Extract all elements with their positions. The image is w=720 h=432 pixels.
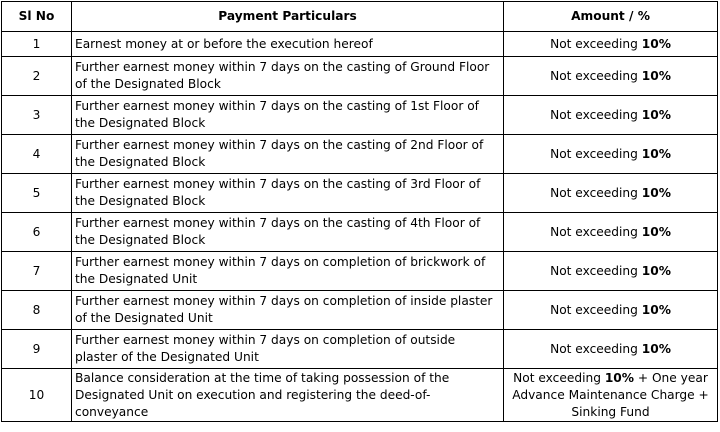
- amount-text: Not exceeding: [550, 263, 642, 278]
- amount-line-1: [507, 370, 714, 387]
- table-row: [2, 57, 718, 96]
- amount-line-3: Sinking Fund: [571, 404, 650, 419]
- row-particulars: Balance consideration at the time of taking possession of the Designated Unit on execution and registering the deed-of-conveyance: [72, 369, 504, 422]
- row-amount: [504, 291, 718, 330]
- header-sl-no: Sl No: [2, 2, 72, 32]
- row-sl-no: 3: [2, 96, 72, 135]
- table-row: [2, 291, 718, 330]
- table-row: [2, 135, 718, 174]
- table-row: [2, 213, 718, 252]
- row-particulars: Further earnest money within 7 days on completion of inside plaster of the Designated Unit: [72, 291, 504, 330]
- amount-text: Not exceeding: [550, 224, 642, 239]
- row-amount: [504, 252, 718, 291]
- row-particulars: Further earnest money within 7 days on completion of outside plaster of the Designated Unit: [72, 330, 504, 369]
- row-particulars: Further earnest money within 7 days on the casting of Ground Floor of the Designated Block: [72, 57, 504, 96]
- amount-text: Not exceeding: [550, 302, 642, 317]
- amount-text: Not exceeding: [550, 146, 642, 161]
- row-particulars: Further earnest money within 7 days on the casting of 4th Floor of the Designated Block: [72, 213, 504, 252]
- amount-text: Not exceeding: [550, 36, 642, 51]
- amount-text: Not exceeding: [550, 68, 642, 83]
- row-sl-no: 5: [2, 174, 72, 213]
- amount-suffix: + One year: [634, 370, 708, 385]
- amount-percent: 10%: [641, 107, 671, 122]
- amount-percent: 10%: [641, 224, 671, 239]
- row-amount: [504, 330, 718, 369]
- header-payment-particulars: Payment Particulars: [72, 2, 504, 32]
- amount-percent: 10%: [641, 185, 671, 200]
- amount-text: Not exceeding: [550, 341, 642, 356]
- row-amount: [504, 213, 718, 252]
- amount-line-2: Advance Maintenance Charge +: [512, 387, 709, 402]
- row-amount: [504, 96, 718, 135]
- amount-percent: 10%: [641, 146, 671, 161]
- row-amount: [504, 369, 718, 422]
- row-sl-no: 10: [2, 369, 72, 422]
- row-particulars: Further earnest money within 7 days on the casting of 2nd Floor of the Designated Block: [72, 135, 504, 174]
- row-amount: [504, 32, 718, 57]
- amount-percent: 10%: [604, 370, 634, 385]
- table-row: [2, 330, 718, 369]
- amount-text: Not exceeding: [550, 107, 642, 122]
- amount-text: Not exceeding: [513, 370, 605, 385]
- amount-percent: 10%: [641, 36, 671, 51]
- table-header-row: [2, 2, 718, 32]
- table-row: [2, 96, 718, 135]
- row-sl-no: 4: [2, 135, 72, 174]
- row-amount: [504, 174, 718, 213]
- table-row: [2, 32, 718, 57]
- row-sl-no: 8: [2, 291, 72, 330]
- row-particulars: Further earnest money within 7 days on the casting of 1st Floor of the Designated Block: [72, 96, 504, 135]
- row-sl-no: 9: [2, 330, 72, 369]
- row-particulars: Earnest money at or before the execution hereof: [72, 32, 504, 57]
- table-row: [2, 174, 718, 213]
- row-particulars: Further earnest money within 7 days on completion of brickwork of the Designated Unit: [72, 252, 504, 291]
- amount-percent: 10%: [641, 263, 671, 278]
- row-sl-no: 6: [2, 213, 72, 252]
- amount-percent: 10%: [641, 302, 671, 317]
- table-row: [2, 252, 718, 291]
- row-amount: [504, 57, 718, 96]
- amount-percent: 10%: [641, 341, 671, 356]
- amount-percent: 10%: [641, 68, 671, 83]
- row-sl-no: 2: [2, 57, 72, 96]
- row-amount: [504, 135, 718, 174]
- amount-text: Not exceeding: [550, 185, 642, 200]
- row-sl-no: 1: [2, 32, 72, 57]
- row-particulars: Further earnest money within 7 days on the casting of 3rd Floor of the Designated Block: [72, 174, 504, 213]
- payment-schedule-table: [1, 1, 718, 422]
- row-sl-no: 7: [2, 252, 72, 291]
- table-row: [2, 369, 718, 422]
- header-amount: Amount / %: [504, 2, 718, 32]
